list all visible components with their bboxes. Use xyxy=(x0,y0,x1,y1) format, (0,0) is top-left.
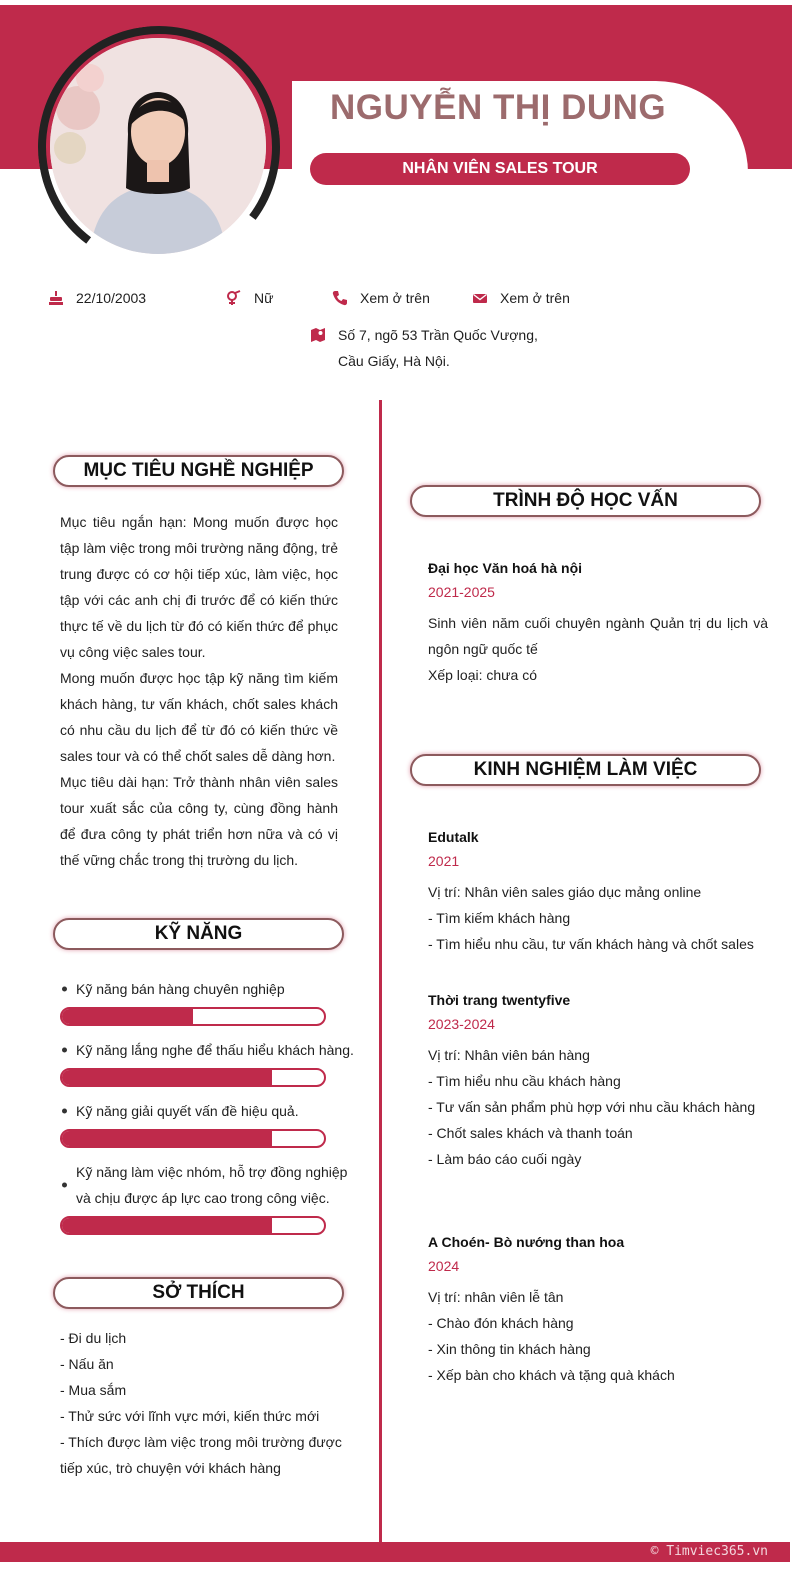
skill-item xyxy=(60,1098,360,1124)
job-detail-line: - Tìm hiểu nhu cầu khách hàng xyxy=(428,1073,621,1089)
education-period: 2021-2025 xyxy=(428,584,495,600)
job-period: 2024 xyxy=(428,1258,460,1274)
skill-item xyxy=(60,1159,360,1211)
education-heading: TRÌNH ĐỘ HỌC VẤN xyxy=(410,485,761,517)
list-item: - Đi du lịch xyxy=(60,1330,127,1346)
footer-band xyxy=(0,1542,790,1562)
email-icon xyxy=(472,290,488,306)
job-detail-line: - Xin thông tin khách hàng xyxy=(428,1341,591,1357)
job-detail-line: - Chào đón khách hàng xyxy=(428,1315,574,1331)
skills-heading: KỸ NĂNG xyxy=(53,918,344,950)
job-details xyxy=(428,1284,778,1388)
birthday-cake-icon xyxy=(48,290,64,306)
job-details xyxy=(428,879,778,957)
skill-label: Kỹ năng giải quyết vấn đề hiệu quả. xyxy=(60,1098,360,1124)
hobbies-heading: SỞ THÍCH xyxy=(53,1277,344,1309)
email-item xyxy=(472,290,570,306)
profile-photo xyxy=(50,38,266,254)
hobbies-list xyxy=(60,1325,352,1481)
skill-bar-fill xyxy=(62,1218,272,1233)
skill-bar-fill xyxy=(62,1070,272,1085)
phone-icon xyxy=(332,290,348,306)
objective-paragraph: Mong muốn được học tập kỹ năng tìm kiếm khách hàng, tư vấn khách, chốt sales khách có nhu cầu du lịch để từ đó có kiến thức về sales tour và có thể chốt sales dễ dàng hơn. xyxy=(60,670,338,764)
objective-heading: MỤC TIÊU NGHỀ NGHIỆP xyxy=(53,455,344,487)
list-item: - Thích được làm việc trong môi trường được tiếp xúc, trò chuyện với khách hàng xyxy=(60,1434,342,1476)
job-company: A Choén- Bò nướng than hoa xyxy=(428,1234,625,1250)
job-detail-line: - Tìm hiểu nhu cầu, tư vấn khách hàng và chốt sales xyxy=(428,936,754,952)
skill-item xyxy=(60,1037,360,1063)
job-detail-line: - Tư vấn sản phẩm phù hợp với nhu cầu khách hàng xyxy=(428,1099,756,1115)
job-period: 2023-2024 xyxy=(428,1016,495,1032)
skill-label: Kỹ năng làm việc nhóm, hỗ trợ đồng nghiệp và chịu được áp lực cao trong công việc. xyxy=(60,1159,356,1211)
gender-item xyxy=(226,290,273,306)
address-line-1: Số 7, ngõ 53 Trần Quốc Vượng, xyxy=(338,327,538,343)
job-company: Thời trang twentyfive xyxy=(428,992,571,1008)
objective-paragraph: Mục tiêu ngắn hạn: Mong muốn được học tập làm việc trong môi trường năng động, trẻ trung được có cơ hội tiếp xúc, làm việc, học tập với các anh chị đi trước để có kiến thức thực tế về du lịch từ đó có kiến thức để phục vụ công việc sales tour. xyxy=(60,514,338,660)
job-detail-line: Vị trí: Nhân viên bán hàng xyxy=(428,1047,590,1063)
skill-bar xyxy=(60,1129,326,1148)
job-detail-line: - Làm báo cáo cuối ngày xyxy=(428,1151,582,1167)
job-detail-line: - Tìm kiếm khách hàng xyxy=(428,910,571,926)
skill-label: Kỹ năng bán hàng chuyên nghiệp xyxy=(60,976,360,1002)
list-item: - Thử sức với lĩnh vực mới, kiến thức mới xyxy=(60,1408,320,1424)
skill-label: Kỹ năng lắng nghe để thấu hiểu khách hàng. xyxy=(60,1037,360,1063)
skill-bar xyxy=(60,1216,326,1235)
phone-value: Xem ở trên xyxy=(360,290,430,306)
avatar xyxy=(50,38,266,254)
phone-item xyxy=(332,290,430,306)
education-details xyxy=(428,610,768,688)
gender-value: Nữ xyxy=(254,290,274,306)
job-details xyxy=(428,1042,778,1172)
skill-bar xyxy=(60,1068,326,1087)
education-description: Sinh viên năm cuối chuyên ngành Quản trị du lịch và ngôn ngữ quốc tế xyxy=(428,615,768,657)
gender-icon xyxy=(226,290,242,306)
watermark: © Timviec365.vn xyxy=(650,1544,768,1559)
job-detail-line: Vị trí: Nhân viên sales giáo dục mảng online xyxy=(428,884,702,900)
objective-text xyxy=(60,509,338,873)
skill-bar-fill xyxy=(62,1131,272,1146)
objective-paragraph: Mục tiêu dài hạn: Trở thành nhân viên sales tour xuất sắc của công ty, cùng đồng hành để đưa công ty phát triển hơn nữa và có vị thế vững chắc trong thị trường du lịch. xyxy=(60,774,338,868)
column-divider xyxy=(379,400,382,1542)
job-period: 2021 xyxy=(428,853,460,869)
skill-item xyxy=(60,976,360,1002)
skill-bar-fill xyxy=(62,1009,193,1024)
list-item: - Nấu ăn xyxy=(60,1356,114,1372)
job-detail-line: - Xếp bàn cho khách và tặng quà khách xyxy=(428,1367,675,1383)
skill-bar xyxy=(60,1007,326,1026)
job-company: Edutalk xyxy=(428,829,479,845)
experience-heading: KINH NGHIỆM LÀM VIỆC xyxy=(410,754,761,786)
job-detail-line: - Chốt sales khách và thanh toán xyxy=(428,1125,633,1141)
candidate-name: NGUYỄN THỊ DUNG xyxy=(330,88,667,127)
map-pin-icon xyxy=(310,327,326,343)
job-detail-line: Vị trí: nhân viên lễ tân xyxy=(428,1289,564,1305)
address-item xyxy=(310,322,538,374)
education-school: Đại học Văn hoá hà nội xyxy=(428,560,583,576)
email-value: Xem ở trên xyxy=(500,290,570,306)
birthday-value: 22/10/2003 xyxy=(76,290,147,306)
education-grade: Xếp loại: chưa có xyxy=(428,667,537,683)
job-title-badge: NHÂN VIÊN SALES TOUR xyxy=(310,153,690,185)
address-line-2: Cầu Giấy, Hà Nội. xyxy=(338,353,450,369)
birthday-item xyxy=(48,290,146,306)
list-item: - Mua sắm xyxy=(60,1382,127,1398)
